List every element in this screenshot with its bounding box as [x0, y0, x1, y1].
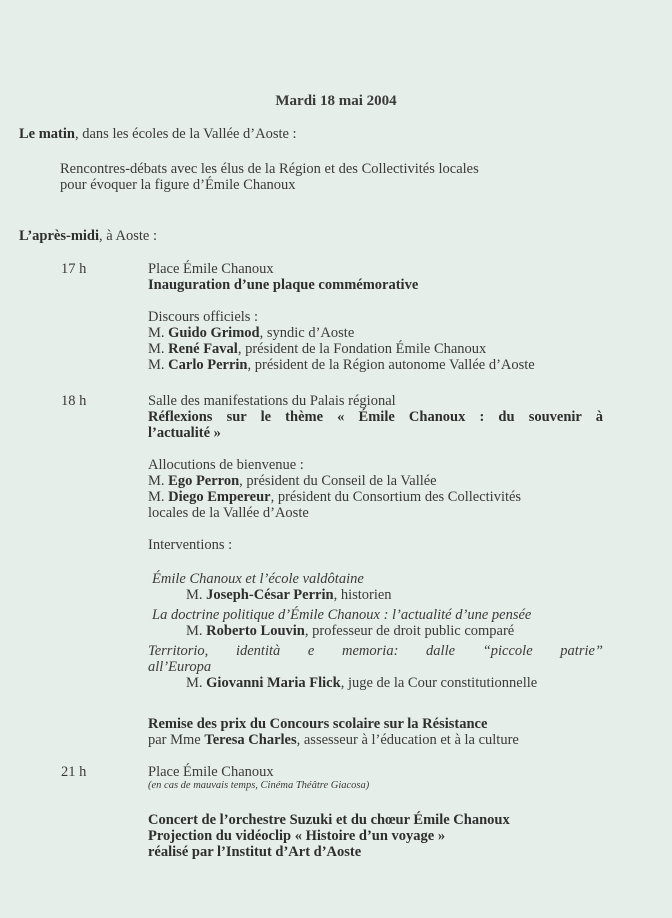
- program-line: Projection du vidéoclip « Histoire d’un voyage »: [148, 828, 446, 844]
- speaker-line: M. Guido Grimod, syndic d’Aoste: [148, 325, 355, 341]
- morning-heading: [19, 126, 639, 142]
- speeches-label: Discours officiels :: [148, 309, 259, 325]
- morning-rest: , dans les écoles de la Vallée d’Aoste :: [74, 126, 297, 142]
- prize-block: [148, 716, 618, 748]
- speaker-line: M. René Faval, président de la Fondation Émile Chanoux: [148, 341, 487, 357]
- time-17h: 17 h: [61, 261, 87, 277]
- interventions-label: Interventions :: [148, 537, 233, 553]
- event-title-cont: l’actualité »: [148, 425, 221, 441]
- event-title: Inauguration d’une plaque commémorative: [148, 277, 419, 293]
- event-18h: [148, 393, 603, 553]
- time-21h: 21 h: [61, 764, 87, 780]
- event-21h: [148, 764, 618, 792]
- prize-title: Remise des prix du Concours scolaire sur la Résistance: [148, 716, 488, 732]
- program-line: réalisé par l’Institut d’Art d’Aoste: [148, 844, 362, 860]
- morning-line: Rencontres-débats avec les élus de la Région et des Collectivités locales: [60, 161, 479, 177]
- evening-program: [148, 812, 618, 860]
- afternoon-heading: [19, 228, 639, 244]
- welcome-line: M. Diego Empereur, président du Consortium des Collectivités: [148, 489, 522, 505]
- program-line: Concert de l’orchestre Suzuki et du chœur Émile Chanoux: [148, 812, 510, 828]
- date-heading: Mardi 18 mai 2004: [275, 93, 397, 109]
- weather-note: (en cas de mauvais temps, Cinéma Théâtre Giacosa): [148, 780, 370, 791]
- event-place: Place Émile Chanoux: [148, 261, 274, 277]
- talk-title: Émile Chanoux et l’école valdôtaine: [152, 571, 364, 587]
- interventions-list: [148, 571, 603, 691]
- event-17h: [148, 261, 603, 373]
- afternoon-label: L’après-midi: [19, 228, 100, 244]
- morning-line: pour évoquer la figure d’Émile Chanoux: [60, 177, 296, 193]
- talk-title: Territorio, identità e memoria: dalle “piccole patrie”: [148, 643, 603, 659]
- talk-title-cont: all’Europa: [148, 659, 212, 675]
- morning-label: Le matin: [19, 126, 75, 142]
- prize-by: par Mme Teresa Charles, assesseur à l’éducation et à la culture: [148, 732, 519, 748]
- talk-speaker: M. Joseph-César Perrin, historien: [186, 587, 392, 603]
- event-place: Place Émile Chanoux: [148, 764, 274, 780]
- welcome-label: Allocutions de bienvenue :: [148, 457, 304, 473]
- time-18h: 18 h: [61, 393, 87, 409]
- speaker-line: M. Carlo Perrin, président de la Région autonome Vallée d’Aoste: [148, 357, 535, 373]
- afternoon-rest: , à Aoste :: [99, 228, 158, 244]
- talk-title: La doctrine politique d’Émile Chanoux : l’actualité d’une pensée: [152, 607, 532, 623]
- welcome-line: M. Ego Perron, président du Conseil de la Vallée: [148, 473, 437, 489]
- talk-speaker: M. Giovanni Maria Flick, juge de la Cour constitutionnelle: [186, 675, 538, 691]
- event-title: Réflexions sur le thème « Émile Chanoux : du souvenir à: [148, 409, 603, 425]
- welcome-line-cont: locales de la Vallée d’Aoste: [148, 505, 309, 521]
- talk-speaker: M. Roberto Louvin, professeur de droit public comparé: [186, 623, 515, 639]
- event-place: Salle des manifestations du Palais régional: [148, 393, 396, 409]
- morning-description: [60, 161, 620, 193]
